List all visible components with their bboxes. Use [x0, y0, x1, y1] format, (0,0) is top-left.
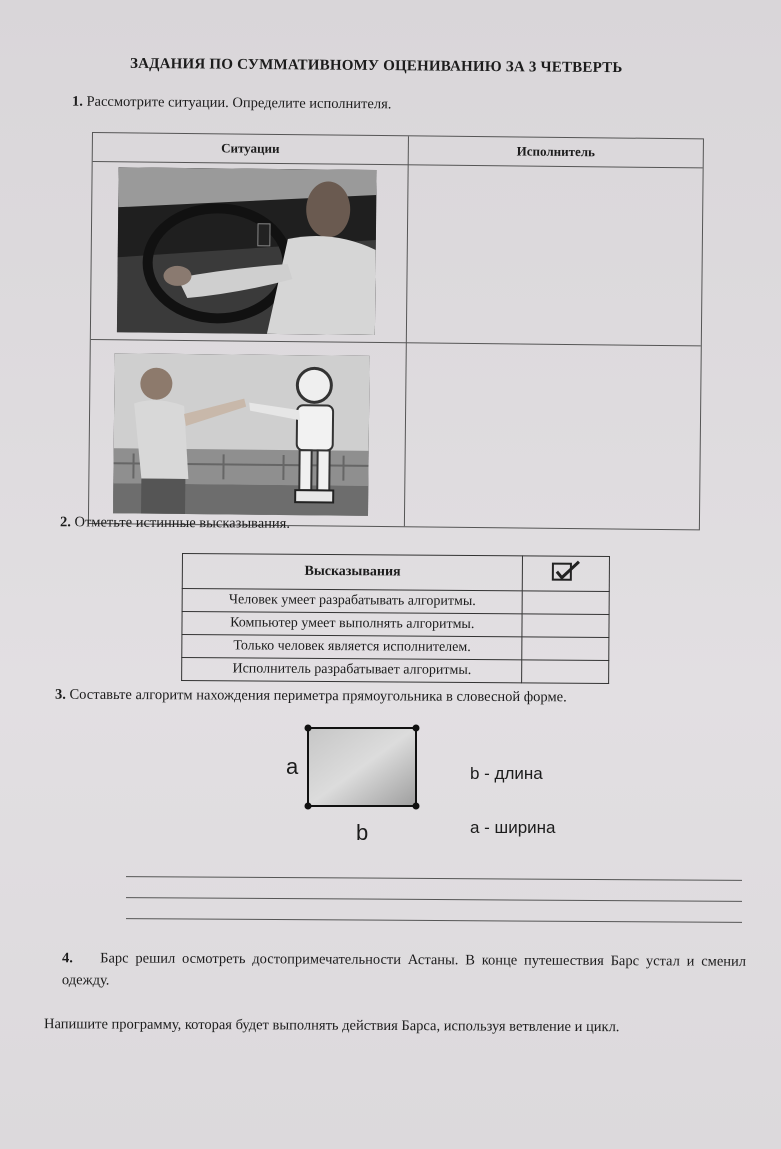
- task4-number: 4.: [62, 950, 73, 967]
- task4-instruction: Напишите программу, которая будет выполнять действия Барса, используя ветвление и цикл.: [43, 1016, 620, 1036]
- man-driving-car-image: [117, 167, 377, 335]
- statement-check-cell[interactable]: [522, 660, 609, 684]
- answer-line[interactable]: [126, 876, 742, 881]
- task2-number: 2.: [59, 514, 71, 531]
- statement-row: [182, 589, 609, 615]
- answer-line[interactable]: [126, 897, 742, 902]
- statement-text: Исполнитель разрабатывает алгоритмы.: [182, 658, 523, 683]
- situations-table: [88, 132, 704, 530]
- task3-prompt: [55, 687, 567, 707]
- legend-length: b - длина: [470, 764, 543, 783]
- rectangle-shape: [304, 724, 420, 810]
- statement-text: Только человек является исполнителем.: [182, 635, 523, 660]
- task1-prompt: [72, 94, 392, 114]
- statements-table: [181, 553, 610, 684]
- statements-header: Высказывания: [182, 554, 523, 591]
- statement-row: [182, 658, 609, 684]
- rectangle-diagram: [304, 724, 420, 810]
- task2-text: Отметьте истинные высказывания.: [74, 514, 291, 532]
- task1-number: 1.: [71, 93, 83, 110]
- situations-header: Ситуации: [221, 140, 280, 156]
- statement-row: [182, 612, 609, 638]
- statement-text: Человек умеет разрабатывать алгоритмы.: [182, 589, 523, 614]
- side-a-label: a: [286, 754, 299, 779]
- man-driving-car-photo: [117, 167, 377, 335]
- boy-with-robot-image: [113, 353, 370, 516]
- statement-row: [182, 635, 609, 661]
- check-column-header: [523, 556, 610, 592]
- task3-number: 3.: [54, 686, 66, 703]
- checkbox-checked-icon: [549, 559, 583, 583]
- task1-text: Рассмотрите ситуации. Определите исполнителя.: [86, 93, 392, 113]
- side-b-label: b: [356, 820, 369, 845]
- answer-line[interactable]: [126, 918, 742, 923]
- task3-text: Составьте алгоритм нахождения периметра прямоугольника в словесной форме.: [69, 686, 567, 706]
- task4-text: Барс решил осмотреть достопримечательности Астаны. В конце путешествия Барс устал и сменил одежду.: [61, 950, 747, 989]
- worksheet-title: ЗАДАНИЯ ПО СУММАТИВНОМУ ОЦЕНИВАНИЮ ЗА 3 ЧЕТВЕРТЬ: [129, 55, 623, 77]
- task2-prompt: [60, 514, 290, 533]
- statement-check-cell[interactable]: [522, 637, 609, 661]
- legend-width: a - ширина: [470, 818, 556, 837]
- statement-text: Компьютер умеет выполнять алгоритмы.: [182, 612, 523, 637]
- executor-header: Исполнитель: [516, 143, 596, 160]
- statement-check-cell[interactable]: [522, 614, 609, 638]
- task4-prompt: [62, 947, 746, 995]
- boy-with-robot-photo: [113, 353, 370, 516]
- statement-check-cell[interactable]: [523, 591, 610, 615]
